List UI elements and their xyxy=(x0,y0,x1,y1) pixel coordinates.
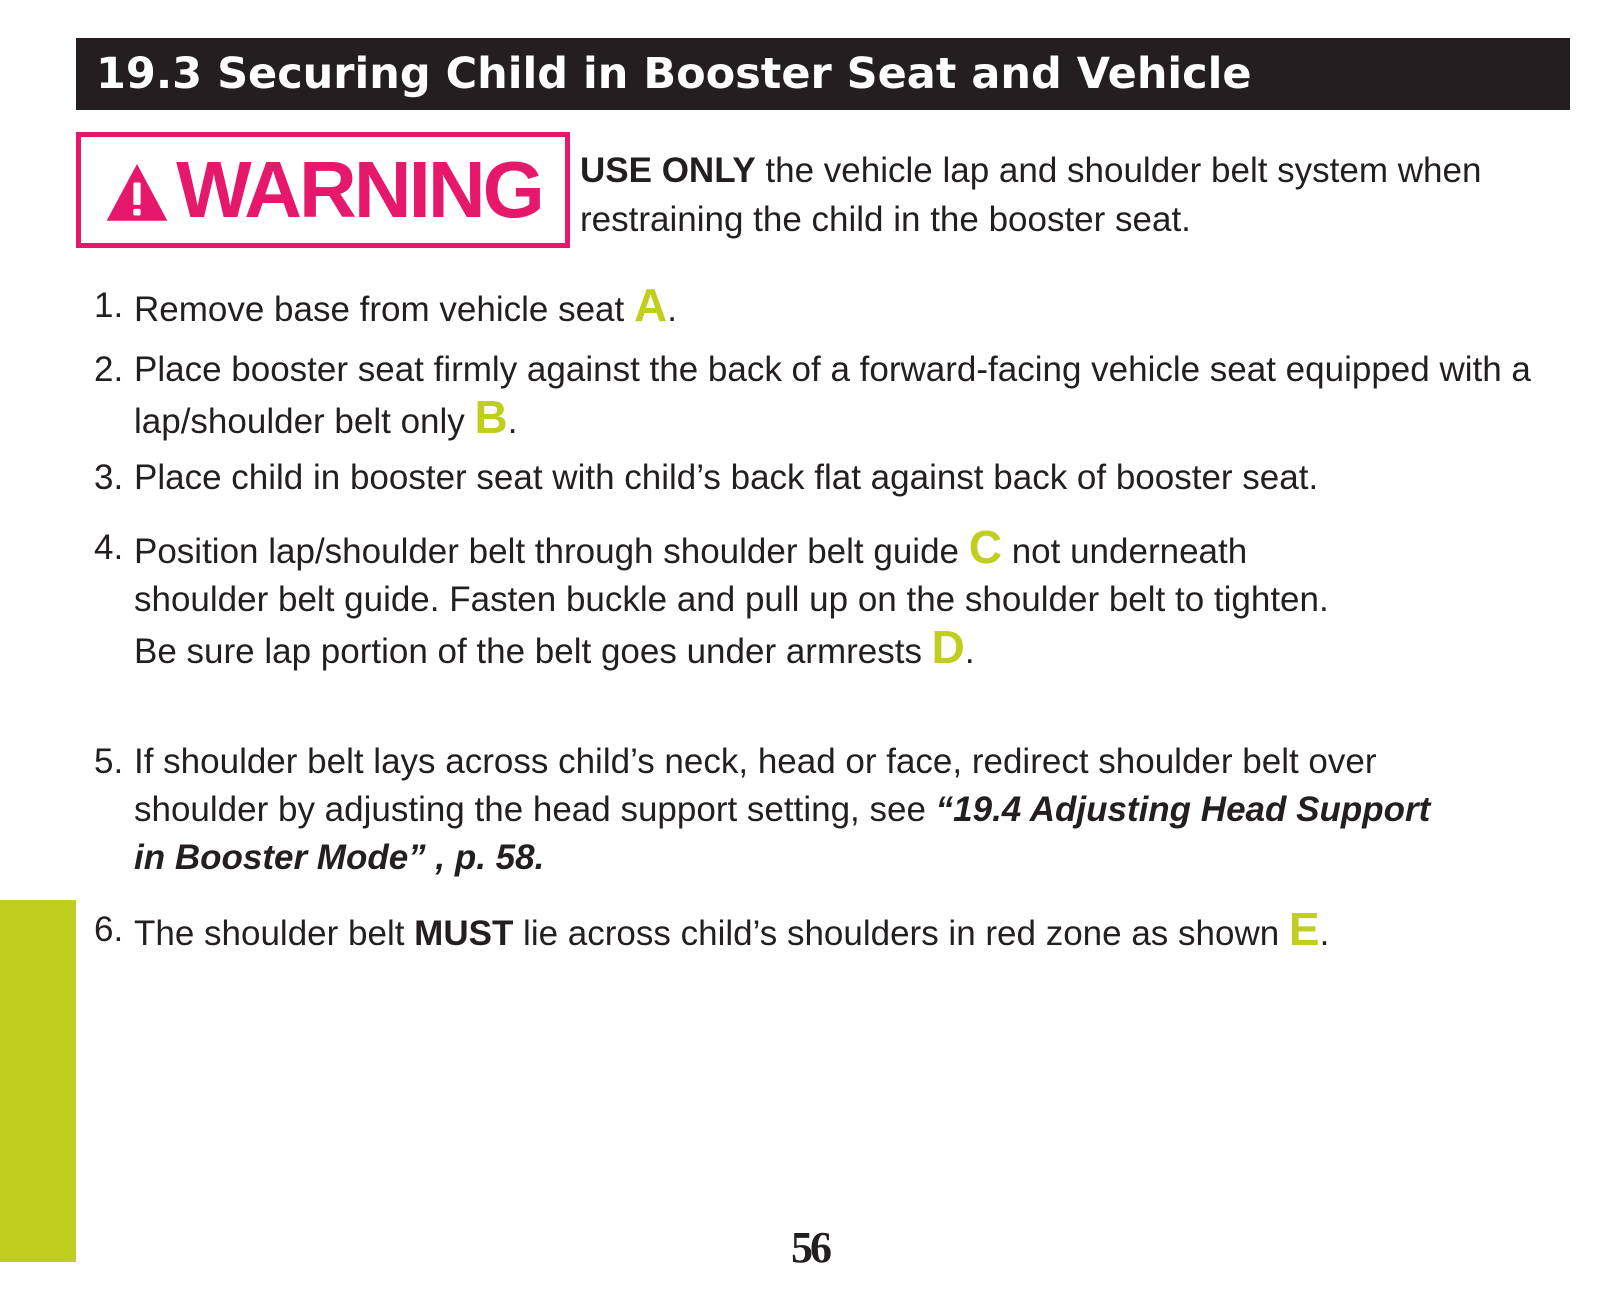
warning-body: the vehicle lap and shoulder belt system when restraining the child in the booster seat. xyxy=(580,151,1482,239)
warning-lead: USE ONLY xyxy=(580,151,756,190)
figure-letter-2: D xyxy=(931,621,965,673)
step-5 xyxy=(94,738,1454,882)
figure-letter: C xyxy=(968,521,1002,573)
emphasis-must: MUST xyxy=(414,914,514,953)
section-side-tab xyxy=(0,900,76,1262)
step-text-end: . xyxy=(964,632,975,671)
step-text-mid: lie across child’s shoulders in red zone as shown xyxy=(513,914,1289,953)
step-number: 3. xyxy=(94,458,124,497)
step-6 xyxy=(94,903,1574,958)
step-text-mid: not underneath shoulder belt guide. Fasten buckle and pull up on the shoulder belt to tighten. Be sure lap portion of the belt goes under armrests xyxy=(134,532,1329,671)
step-number: 5. xyxy=(94,742,124,781)
step-text-end: . xyxy=(507,402,518,441)
step-text: If shoulder belt lays across child’s neck, head or face, redirect shoulder belt over shoulder by adjusting the head support setting, see xyxy=(134,742,1377,829)
section-title: 19.3 Securing Child in Booster Seat and Vehicle xyxy=(76,38,1570,110)
step-3 xyxy=(94,454,1574,502)
step-text: Place child in booster seat with child’s back flat against back of booster seat. xyxy=(134,458,1319,497)
warning-label: WARNING xyxy=(176,145,542,234)
step-4 xyxy=(94,521,1354,676)
step-text: The shoulder belt xyxy=(134,914,415,953)
figure-letter: E xyxy=(1288,903,1320,955)
step-number: 6. xyxy=(94,910,124,949)
step-text-end: . xyxy=(667,290,677,329)
step-number: 1. xyxy=(94,286,124,325)
warning-badge xyxy=(76,132,570,248)
step-text-end: . xyxy=(1319,914,1330,953)
step-1 xyxy=(94,279,1574,334)
page-number: 56 xyxy=(791,1223,829,1272)
step-number: 2. xyxy=(94,350,124,389)
figure-letter: A xyxy=(633,279,668,331)
step-text: Remove base from vehicle seat xyxy=(134,290,634,329)
warning-message xyxy=(580,146,1570,244)
step-text: Place booster seat firmly against the back of a forward-facing vehicle seat equipped with a lap/shoulder belt only xyxy=(134,350,1531,441)
warning-triangle-icon xyxy=(104,160,170,226)
cross-reference-link[interactable]: “19.4 Adjusting Head Support in Booster Mode” , p. 58. xyxy=(134,790,1431,877)
step-text: Position lap/shoulder belt through shoulder belt guide xyxy=(134,532,969,571)
step-2 xyxy=(94,346,1574,446)
figure-letter: B xyxy=(474,391,508,443)
step-number: 4. xyxy=(94,528,124,567)
